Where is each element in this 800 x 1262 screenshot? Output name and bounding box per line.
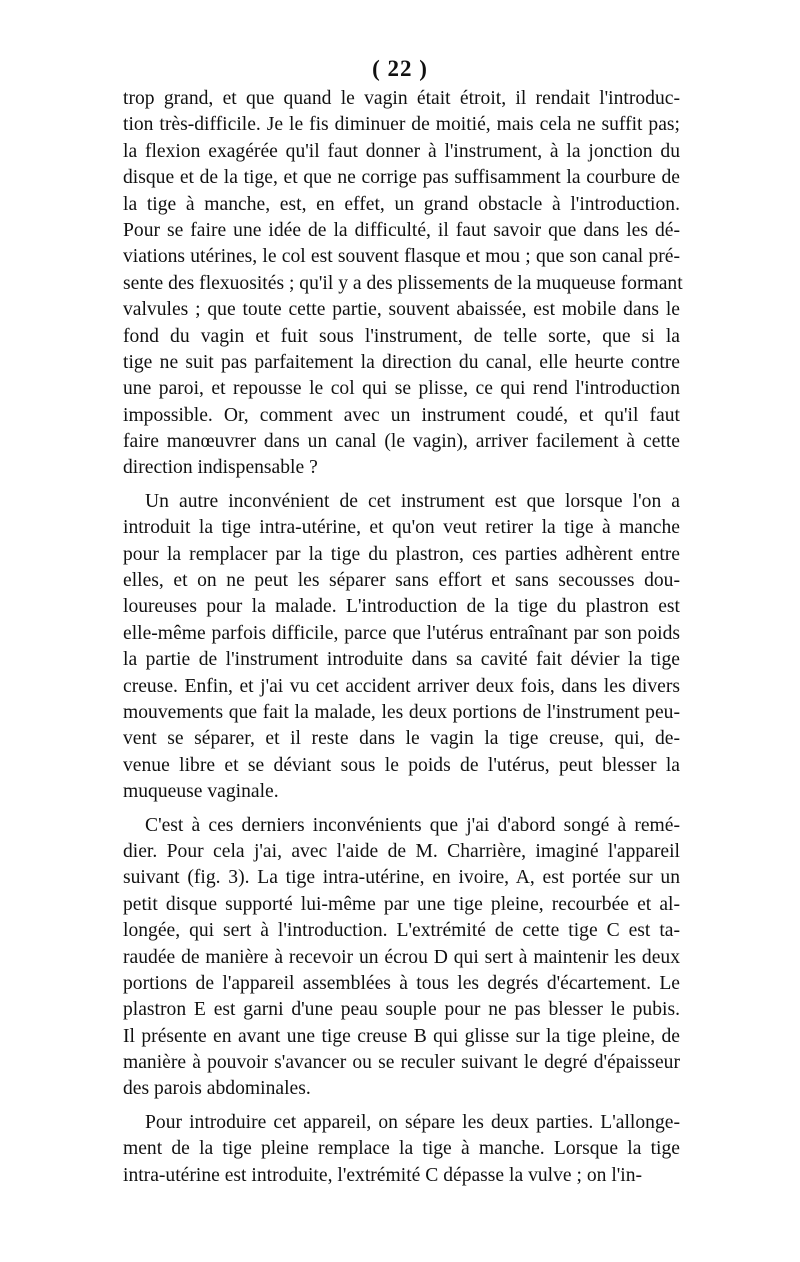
text-line: des parois abdominales. (123, 1078, 311, 1100)
text-line: venue libre et se déviant sous le poids de l'utérus, peut blesser la (123, 754, 680, 776)
text-line: elles, et on ne peut les séparer sans effort et sans secousses dou- (123, 570, 680, 592)
paragraph (123, 86, 683, 482)
text-line: petit disque supporté lui-même par une tige pleine, recourbée et al- (123, 893, 680, 915)
page-number: ( 22 ) (372, 56, 428, 81)
text-line: C'est à ces derniers inconvénients que j'ai d'abord songé à remé- (145, 814, 680, 836)
text-line: portions de l'appareil assemblées à tous les degrés d'écartement. Le (123, 972, 680, 994)
text-line: mouvements que fait la malade, les deux portions de l'instrument peu- (123, 701, 680, 723)
paragraph-gap (123, 1103, 680, 1110)
text-line: la flexion exagérée qu'il faut donner à l'instrument, à la jonction du (123, 140, 680, 162)
text-line: trop grand, et que quand le vagin était étroit, il rendait l'introduc- (123, 88, 680, 109)
text-line: vent se séparer, et il reste dans le vagin la tige creuse, qui, de- (123, 728, 680, 750)
text-line: la tige à manche, est, en effet, un grand obstacle à l'introduction. (123, 193, 680, 215)
text-line: impossible. Or, comment avec un instrument coudé, et qu'il faut (123, 404, 680, 426)
text-line: muqueuse vaginale. (123, 781, 279, 803)
text-line: sente des flexuosités ; qu'il y a des plissements de la muqueuse formant (123, 272, 683, 294)
text-line: plastron E est garni d'une peau souple pour ne pas blesser le pubis. (123, 999, 680, 1021)
text-line: Un autre inconvénient de cet instrument est que lorsque l'on a (145, 490, 680, 512)
text-line: direction indispensable ? (123, 457, 318, 479)
text-line: valvules ; que toute cette partie, souvent abaissée, est mobile dans le (123, 299, 680, 321)
text-line: ment de la tige pleine remplace la tige à manche. Lorsque la tige (123, 1138, 680, 1160)
text-line: viations utérines, le col est souvent flasque et mou ; que son canal pré- (123, 246, 680, 268)
text-line: une paroi, et repousse le col qui se plisse, ce qui rend l'introduction (123, 378, 680, 400)
text-line: elle-même parfois difficile, parce que l'utérus entraînant par son poids (123, 622, 680, 644)
text-line: introduit la tige intra-utérine, et qu'on veut retirer la tige à manche (123, 517, 680, 539)
paragraph (123, 489, 680, 806)
paragraph (123, 813, 680, 1103)
paragraph (123, 1110, 680, 1189)
text-line: creuse. Enfin, et j'ai vu cet accident arriver deux fois, dans les divers (123, 675, 680, 697)
text-line: faire manœuvrer dans un canal (le vagin), arriver facilement à cette (123, 431, 680, 453)
text-line: manière à pouvoir s'avancer ou se reculer suivant le degré d'épaisseur (123, 1052, 680, 1074)
text-line: loureuses pour la malade. L'introduction de la tige du plastron est (123, 596, 680, 618)
text-line: pour la remplacer par la tige du plastron, ces parties adhèrent entre (123, 543, 680, 565)
text-line: Il présente en avant une tige creuse B qui glisse sur la tige pleine, de (123, 1025, 680, 1047)
text-line: la partie de l'instrument introduite dans sa cavité fait dévier la tige (123, 649, 680, 671)
text-line: Pour introduire cet appareil, on sépare les deux parties. L'allonge- (145, 1111, 680, 1133)
text-line: tige ne suit pas parfaitement la direction du canal, elle heurte contre (123, 351, 680, 373)
text-line: intra-utérine est introduite, l'extrémité C dépasse la vulve ; on l'in- (123, 1164, 643, 1186)
text-line: dier. Pour cela j'ai, avec l'aide de M. Charrière, imaginé l'appareil (123, 840, 680, 862)
text-line: fond du vagin et fuit sous l'instrument, de telle sorte, que si la (123, 325, 680, 347)
text-line: raudée de manière à recevoir un écrou D qui sert à maintenir les deux (123, 946, 680, 968)
text-line: disque et de la tige, et que ne corrige pas suffisamment la courbure de (123, 167, 680, 189)
paragraph-gap (123, 806, 680, 813)
text-line: longée, qui sert à l'introduction. L'extrémité de cette tige C est ta- (123, 920, 680, 942)
text-line: suivant (fig. 3). La tige intra-utérine, en ivoire, A, est portée sur un (123, 867, 680, 889)
text-line: Pour se faire une idée de la difficulté, il faut savoir que dans les dé- (123, 219, 680, 241)
text-line: tion très-difficile. Je le fis diminuer de moitié, mais cela ne suffit pas; (123, 114, 680, 136)
body-text (123, 86, 683, 1189)
paragraph-gap (123, 482, 680, 489)
